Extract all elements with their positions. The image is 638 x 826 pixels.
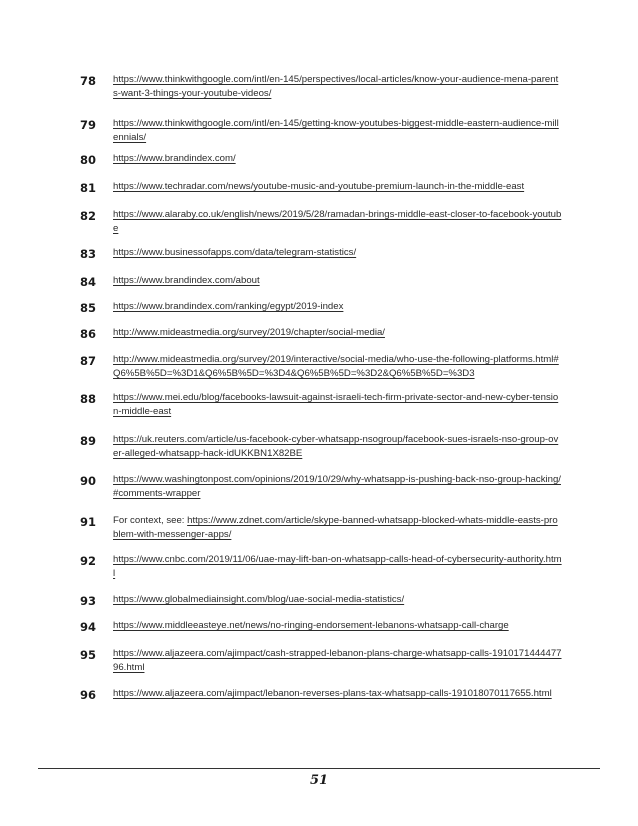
- reference-text: [113, 433, 563, 461]
- reference-number: 90: [79, 474, 96, 488]
- reference-text: [113, 246, 563, 260]
- reference-number: 91: [79, 515, 96, 529]
- reference-link[interactable]: https://www.aljazeera.com/ajimpact/lebanon-reverses-plans-tax-whatsapp-calls-191018070117655.html: [113, 688, 552, 699]
- reference-text: [113, 687, 563, 701]
- reference-link[interactable]: https://www.thinkwithgoogle.com/intl/en-145/getting-know-youtubes-biggest-middle-eastern-audience-millennials/: [113, 118, 559, 143]
- reference-text: [113, 300, 563, 314]
- reference-text: [113, 73, 563, 101]
- reference-number: 82: [79, 209, 96, 223]
- reference-number: 87: [79, 354, 96, 368]
- reference-link[interactable]: https://www.brandindex.com/about: [113, 275, 260, 286]
- reference-number: 79: [79, 118, 96, 132]
- reference-number: 85: [79, 301, 96, 315]
- reference-link[interactable]: https://www.zdnet.com/article/skype-banned-whatsapp-blocked-whats-middle-easts-problem-with-messenger-apps/: [113, 515, 558, 540]
- reference-number: 96: [79, 688, 96, 702]
- reference-text: [113, 152, 563, 166]
- reference-link[interactable]: http://www.mideastmedia.org/survey/2019/interactive/social-media/who-use-the-following-platforms.html#Q6%5B%5D=%3D1&Q6%5B%5D=%3D4&Q6%5B%5D=%3D2&Q6%5B%5D=%3D3: [113, 354, 559, 379]
- reference-number: 95: [79, 648, 96, 662]
- reference-link[interactable]: http://www.mideastmedia.org/survey/2019/chapter/social-media/: [113, 327, 385, 338]
- reference-text: [113, 180, 563, 194]
- reference-number: 84: [79, 275, 96, 289]
- reference-text: [113, 326, 563, 340]
- reference-number: 94: [79, 620, 96, 634]
- reference-link[interactable]: https://www.brandindex.com/: [113, 153, 236, 164]
- reference-link[interactable]: https://www.globalmediainsight.com/blog/uae-social-media-statistics/: [113, 594, 405, 605]
- reference-number: 92: [79, 554, 96, 568]
- reference-link[interactable]: https://www.cnbc.com/2019/11/06/uae-may-lift-ban-on-whatsapp-calls-head-of-cybersecurity-authority.html: [113, 554, 562, 579]
- reference-link[interactable]: https://www.thinkwithgoogle.com/intl/en-145/perspectives/local-articles/know-your-audience-mena-parents-want-3-things-your-youtube-videos/: [113, 74, 559, 99]
- reference-link[interactable]: https://www.brandindex.com/ranking/egypt/2019-index: [113, 301, 344, 312]
- reference-link[interactable]: https://www.aljazeera.com/ajimpact/cash-strapped-lebanon-plans-charge-whatsapp-calls-191017144447796.html: [113, 648, 562, 673]
- reference-link[interactable]: https://www.techradar.com/news/youtube-music-and-youtube-premium-launch-in-the-middle-east: [113, 181, 525, 192]
- reference-text: [113, 514, 563, 542]
- reference-number: 88: [79, 392, 96, 406]
- reference-text: [113, 619, 563, 633]
- footer-divider: [38, 768, 600, 769]
- reference-text: [113, 353, 563, 381]
- reference-text: [113, 208, 563, 236]
- reference-text: [113, 647, 563, 675]
- reference-link[interactable]: https://www.middleeasteye.net/news/no-ringing-endorsement-lebanons-whatsapp-call-charge: [113, 620, 509, 631]
- reference-link[interactable]: https://www.washingtonpost.com/opinions/2019/10/29/why-whatsapp-is-pushing-back-nso-group-hacking/#comments-wrapper: [113, 474, 561, 499]
- reference-number: 89: [79, 434, 96, 448]
- reference-link[interactable]: https://www.businessofapps.com/data/telegram-statistics/: [113, 247, 357, 258]
- reference-link[interactable]: https://www.alaraby.co.uk/english/news/2019/5/28/ramadan-brings-middle-east-closer-to-facebook-youtube: [113, 209, 562, 234]
- reference-text: [113, 473, 563, 501]
- reference-text: [113, 593, 563, 607]
- reference-number: 81: [79, 181, 96, 195]
- reference-text: [113, 553, 563, 581]
- reference-prefix: For context, see:: [113, 515, 188, 526]
- reference-text: [113, 391, 563, 419]
- reference-number: 80: [79, 153, 96, 167]
- reference-text: [113, 117, 563, 145]
- reference-link[interactable]: https://www.mei.edu/blog/facebooks-lawsuit-against-israeli-tech-firm-private-sector-and-new-cyber-tension-middle-east: [113, 392, 559, 417]
- reference-number: 78: [79, 74, 96, 88]
- reference-number: 83: [79, 247, 96, 261]
- page-number: 51: [309, 773, 329, 788]
- reference-number: 86: [79, 327, 96, 341]
- reference-text: [113, 274, 563, 288]
- reference-number: 93: [79, 594, 96, 608]
- reference-link[interactable]: https://uk.reuters.com/article/us-facebook-cyber-whatsapp-nsogroup/facebook-sues-israels-nso-group-over-alleged-whatsapp-hack-idUKKBN1X82BE: [113, 434, 559, 459]
